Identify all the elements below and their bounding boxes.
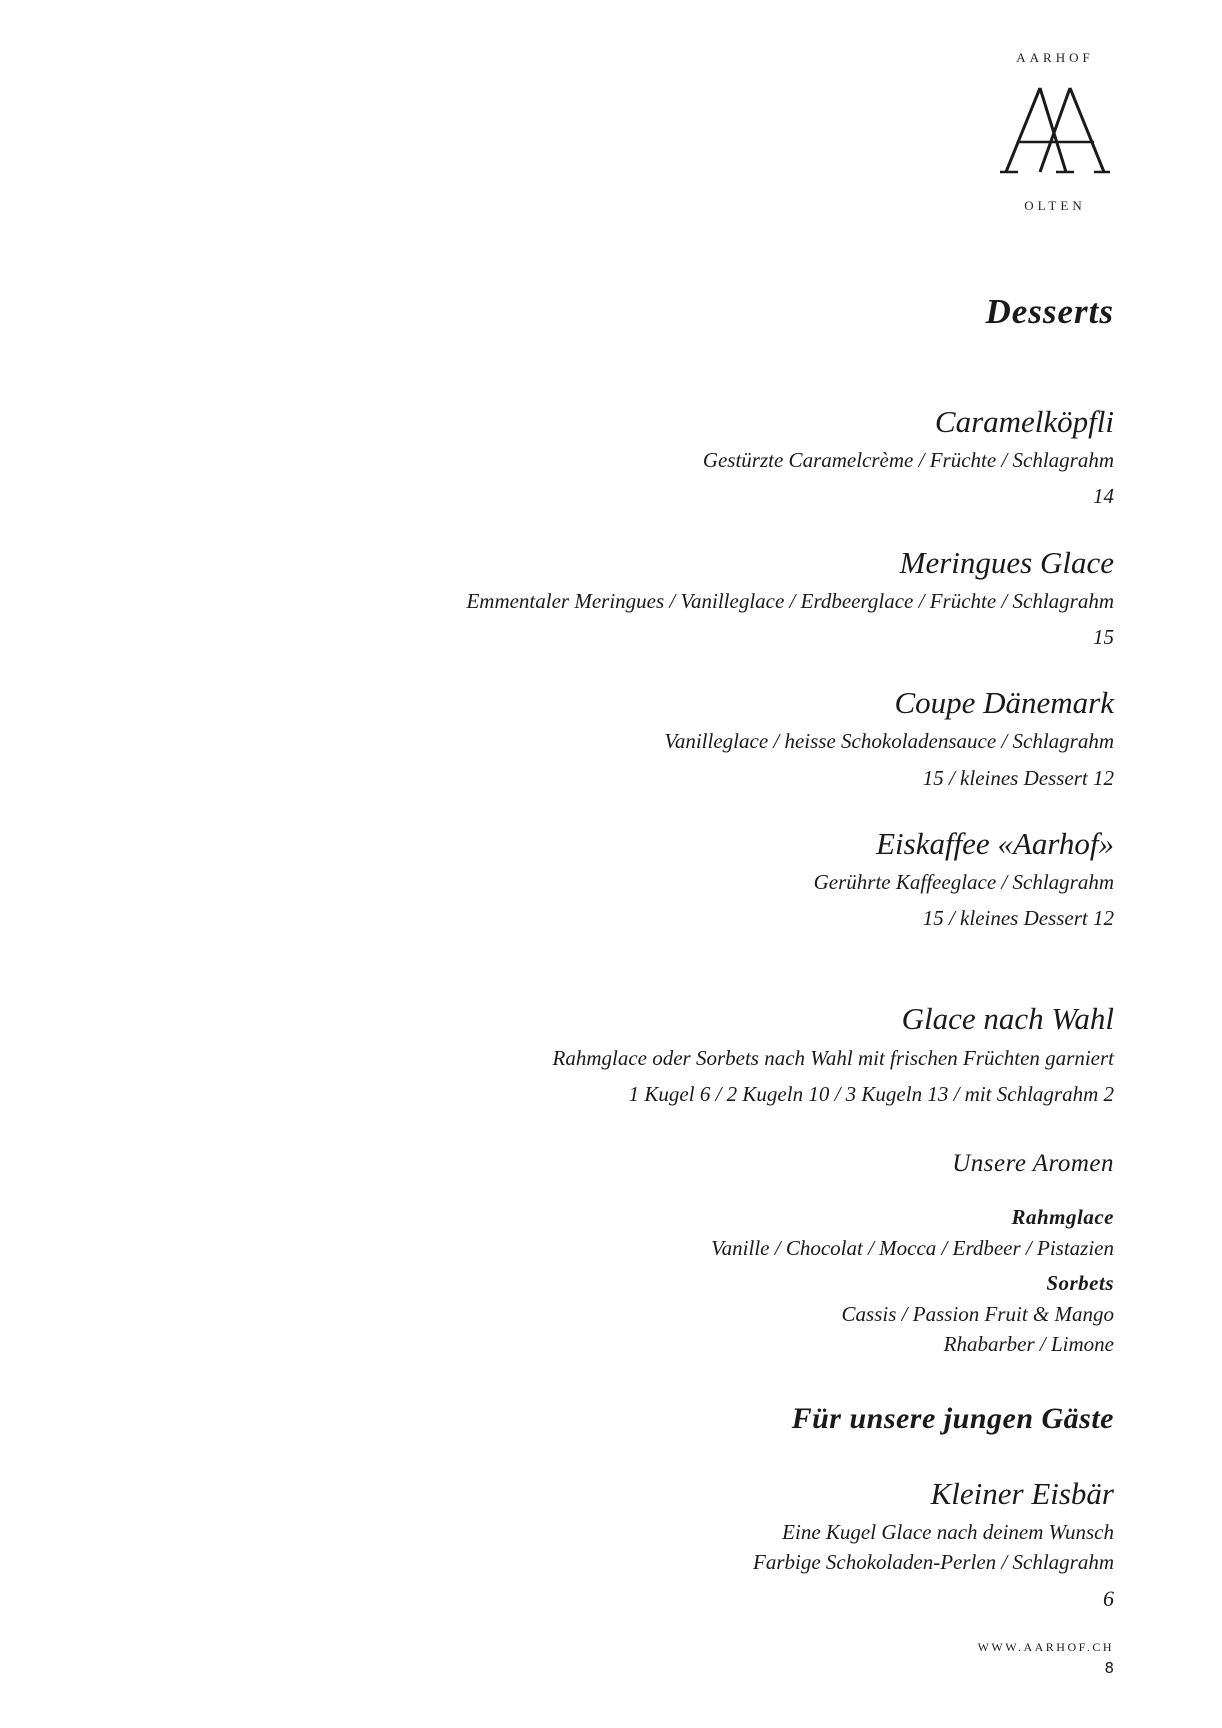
page-number: 8 [1104, 1659, 1114, 1677]
item-description: Gestürzte Caramelcrème / Früchte / Schlagrahm [702, 448, 1114, 472]
logo-top-text: AARHOF [1016, 50, 1094, 65]
item-description: Farbige Schokoladen-Perlen / Schlagrahm [753, 1550, 1114, 1574]
sorbets-list: Rhabarber / Limone [943, 1332, 1114, 1356]
item-name: Kleiner Eisbär [930, 1476, 1114, 1511]
rahmglace-list: Vanille / Chocolat / Mocca / Erdbeer / Pistazien [711, 1236, 1114, 1260]
item-price: 15 / kleines Dessert 12 [922, 766, 1114, 790]
item-name: Meringues Glace [899, 545, 1114, 580]
aa-monogram-icon [1000, 84, 1110, 176]
item-description: Eine Kugel Glace nach deinem Wunsch [782, 1520, 1114, 1544]
rahmglace-label: Rahmglace [1011, 1205, 1114, 1229]
aromen-title: Unsere Aromen [952, 1150, 1114, 1177]
footer-url: WWW.AARHOF.CH [977, 1640, 1114, 1654]
item-price: 15 [1093, 625, 1114, 649]
sorbets-label: Sorbets [1046, 1271, 1114, 1295]
item-description: Rahmglace oder Sorbets nach Wahl mit frischen Früchten garniert [552, 1046, 1114, 1070]
item-description: Emmentaler Meringues / Vanilleglace / Erdbeerglace / Früchte / Schlagrahm [466, 589, 1114, 613]
page-title: Desserts [985, 292, 1114, 331]
item-description: Gerührte Kaffeeglace / Schlagrahm [813, 870, 1114, 894]
item-price: 14 [1093, 484, 1114, 508]
kids-section-title: Für unsere jungen Gäste [791, 1402, 1114, 1435]
item-name: Caramelköpfli [934, 404, 1114, 439]
logo-bottom-text: OLTEN [1024, 198, 1086, 213]
brand-logo [980, 50, 1130, 214]
item-price: 1 Kugel 6 / 2 Kugeln 10 / 3 Kugeln 13 / mit Schlagrahm 2 [628, 1082, 1114, 1106]
item-name: Coupe Dänemark [894, 685, 1114, 720]
item-price: 15 / kleines Dessert 12 [922, 906, 1114, 930]
sorbets-list: Cassis / Passion Fruit & Mango [841, 1302, 1114, 1326]
item-name: Eiskaffee «Aarhof» [876, 826, 1114, 861]
item-name: Glace nach Wahl [901, 1001, 1114, 1036]
item-description: Vanilleglace / heisse Schokoladensauce / Schlagrahm [664, 729, 1114, 753]
item-price: 6 [1103, 1586, 1114, 1611]
